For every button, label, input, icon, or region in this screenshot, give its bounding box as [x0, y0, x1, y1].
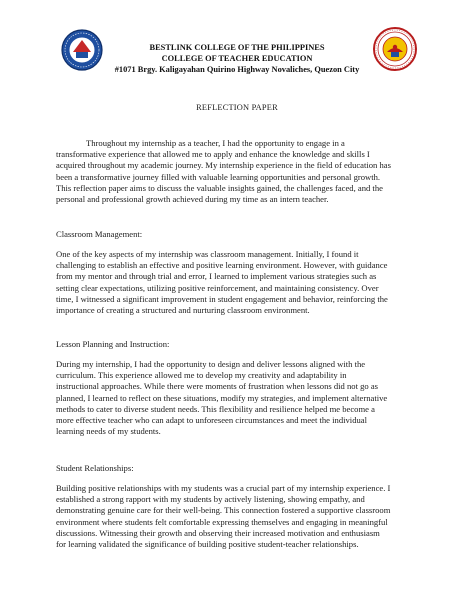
letterhead: [100, 42, 374, 75]
paragraph-line: curriculum. This experience allowed me to develop my creativity and adaptability in: [56, 370, 347, 381]
section-heading: Classroom Management:: [56, 229, 143, 239]
document-title: REFLECTION PAPER: [196, 103, 278, 112]
section-paragraph: [56, 483, 426, 550]
paragraph-line: transformative experience that allowed me to apply and enhance the knowledge and skills I: [56, 149, 370, 160]
paragraph-line: This reflection paper aims to discuss the valuable insights gained, the challenges faced, and the: [56, 182, 383, 193]
paragraph-line: established a strong rapport with my students by actively listening, showing empathy, and: [56, 494, 365, 505]
paragraph-line: During my internship, I had the opportunity to design and deliver lessons aligned with the: [56, 359, 366, 369]
paragraph-line: discussions. Witnessing their growth and observing their increased motivation and enthusiasm: [56, 527, 380, 538]
paragraph-line: Throughout my internship as a teacher, I had the opportunity to engage in a: [86, 138, 345, 148]
paragraph-line: learning needs of my students.: [56, 426, 161, 437]
paragraph-line: for learning validated the significance of building positive student-teacher relationships.: [56, 539, 359, 550]
college-address: #1071 Brgy. Kaligayahan Quirino Highway Novaliches, Quezon City: [114, 65, 360, 74]
paragraph-line: One of the key aspects of my internship was classroom management. Initially, I found it: [56, 249, 359, 259]
paragraph-line: been a transformative journey filled with valuable learning opportunities and personal growth.: [56, 171, 381, 182]
paragraph-line: environment where students felt comfortable expressing themselves and engaging in meaningful: [56, 516, 388, 527]
paragraph-line: setting clear expectations, utilizing positive reinforcement, and maintaining consistency. Over: [56, 282, 379, 293]
paragraph-line: more effective teacher who can adapt to unforeseen circumstances and meet the individual: [56, 415, 367, 426]
section-paragraph: [56, 359, 426, 437]
paragraph-line: Building positive relationships with my students was a crucial part of my internship experience. I: [56, 483, 391, 493]
paragraph-line: instructional approaches. While there were moments of frustration when lessons did not go as: [56, 381, 379, 392]
bestlink-logo-icon: [60, 28, 104, 72]
paragraph-line: from my mentor and through trial and error, I learned to implement various strategies such as: [56, 271, 377, 282]
paragraph-line: methods to cater to diverse student needs. This flexibility and resilience helped me become a: [56, 403, 375, 414]
department-name: COLLEGE OF TEACHER EDUCATION: [161, 54, 313, 63]
teacher-education-seal-icon: [372, 26, 418, 72]
paragraph-line: challenging to establish an effective and positive learning environment. However, with guidance: [56, 260, 388, 271]
paragraph-line: personal and professional growth achieved during my time as an intern teacher.: [56, 194, 329, 205]
paragraph-line: importance of creating a structured and nurturing classroom environment.: [56, 305, 310, 316]
intro-paragraph: [56, 138, 426, 205]
college-name: BESTLINK COLLEGE OF THE PHILIPPINES: [149, 43, 325, 52]
paragraph-line: planned, I learned to reflect on these situations, modify my strategies, and implement alternative: [56, 392, 388, 403]
paragraph-line: demonstrating genuine care for their well-being. This connection fostered a supportive classroom: [56, 505, 391, 516]
section-heading: Student Relationships:: [56, 463, 134, 473]
section-heading: Lesson Planning and Instruction:: [56, 339, 170, 349]
paragraph-line: acquired throughout my academic journey. My internship experience in the field of education has: [56, 160, 391, 171]
section-paragraph: [56, 249, 426, 316]
paragraph-line: time, I witnessed a significant improvement in student engagement and behavior, reinforcing the: [56, 293, 388, 304]
